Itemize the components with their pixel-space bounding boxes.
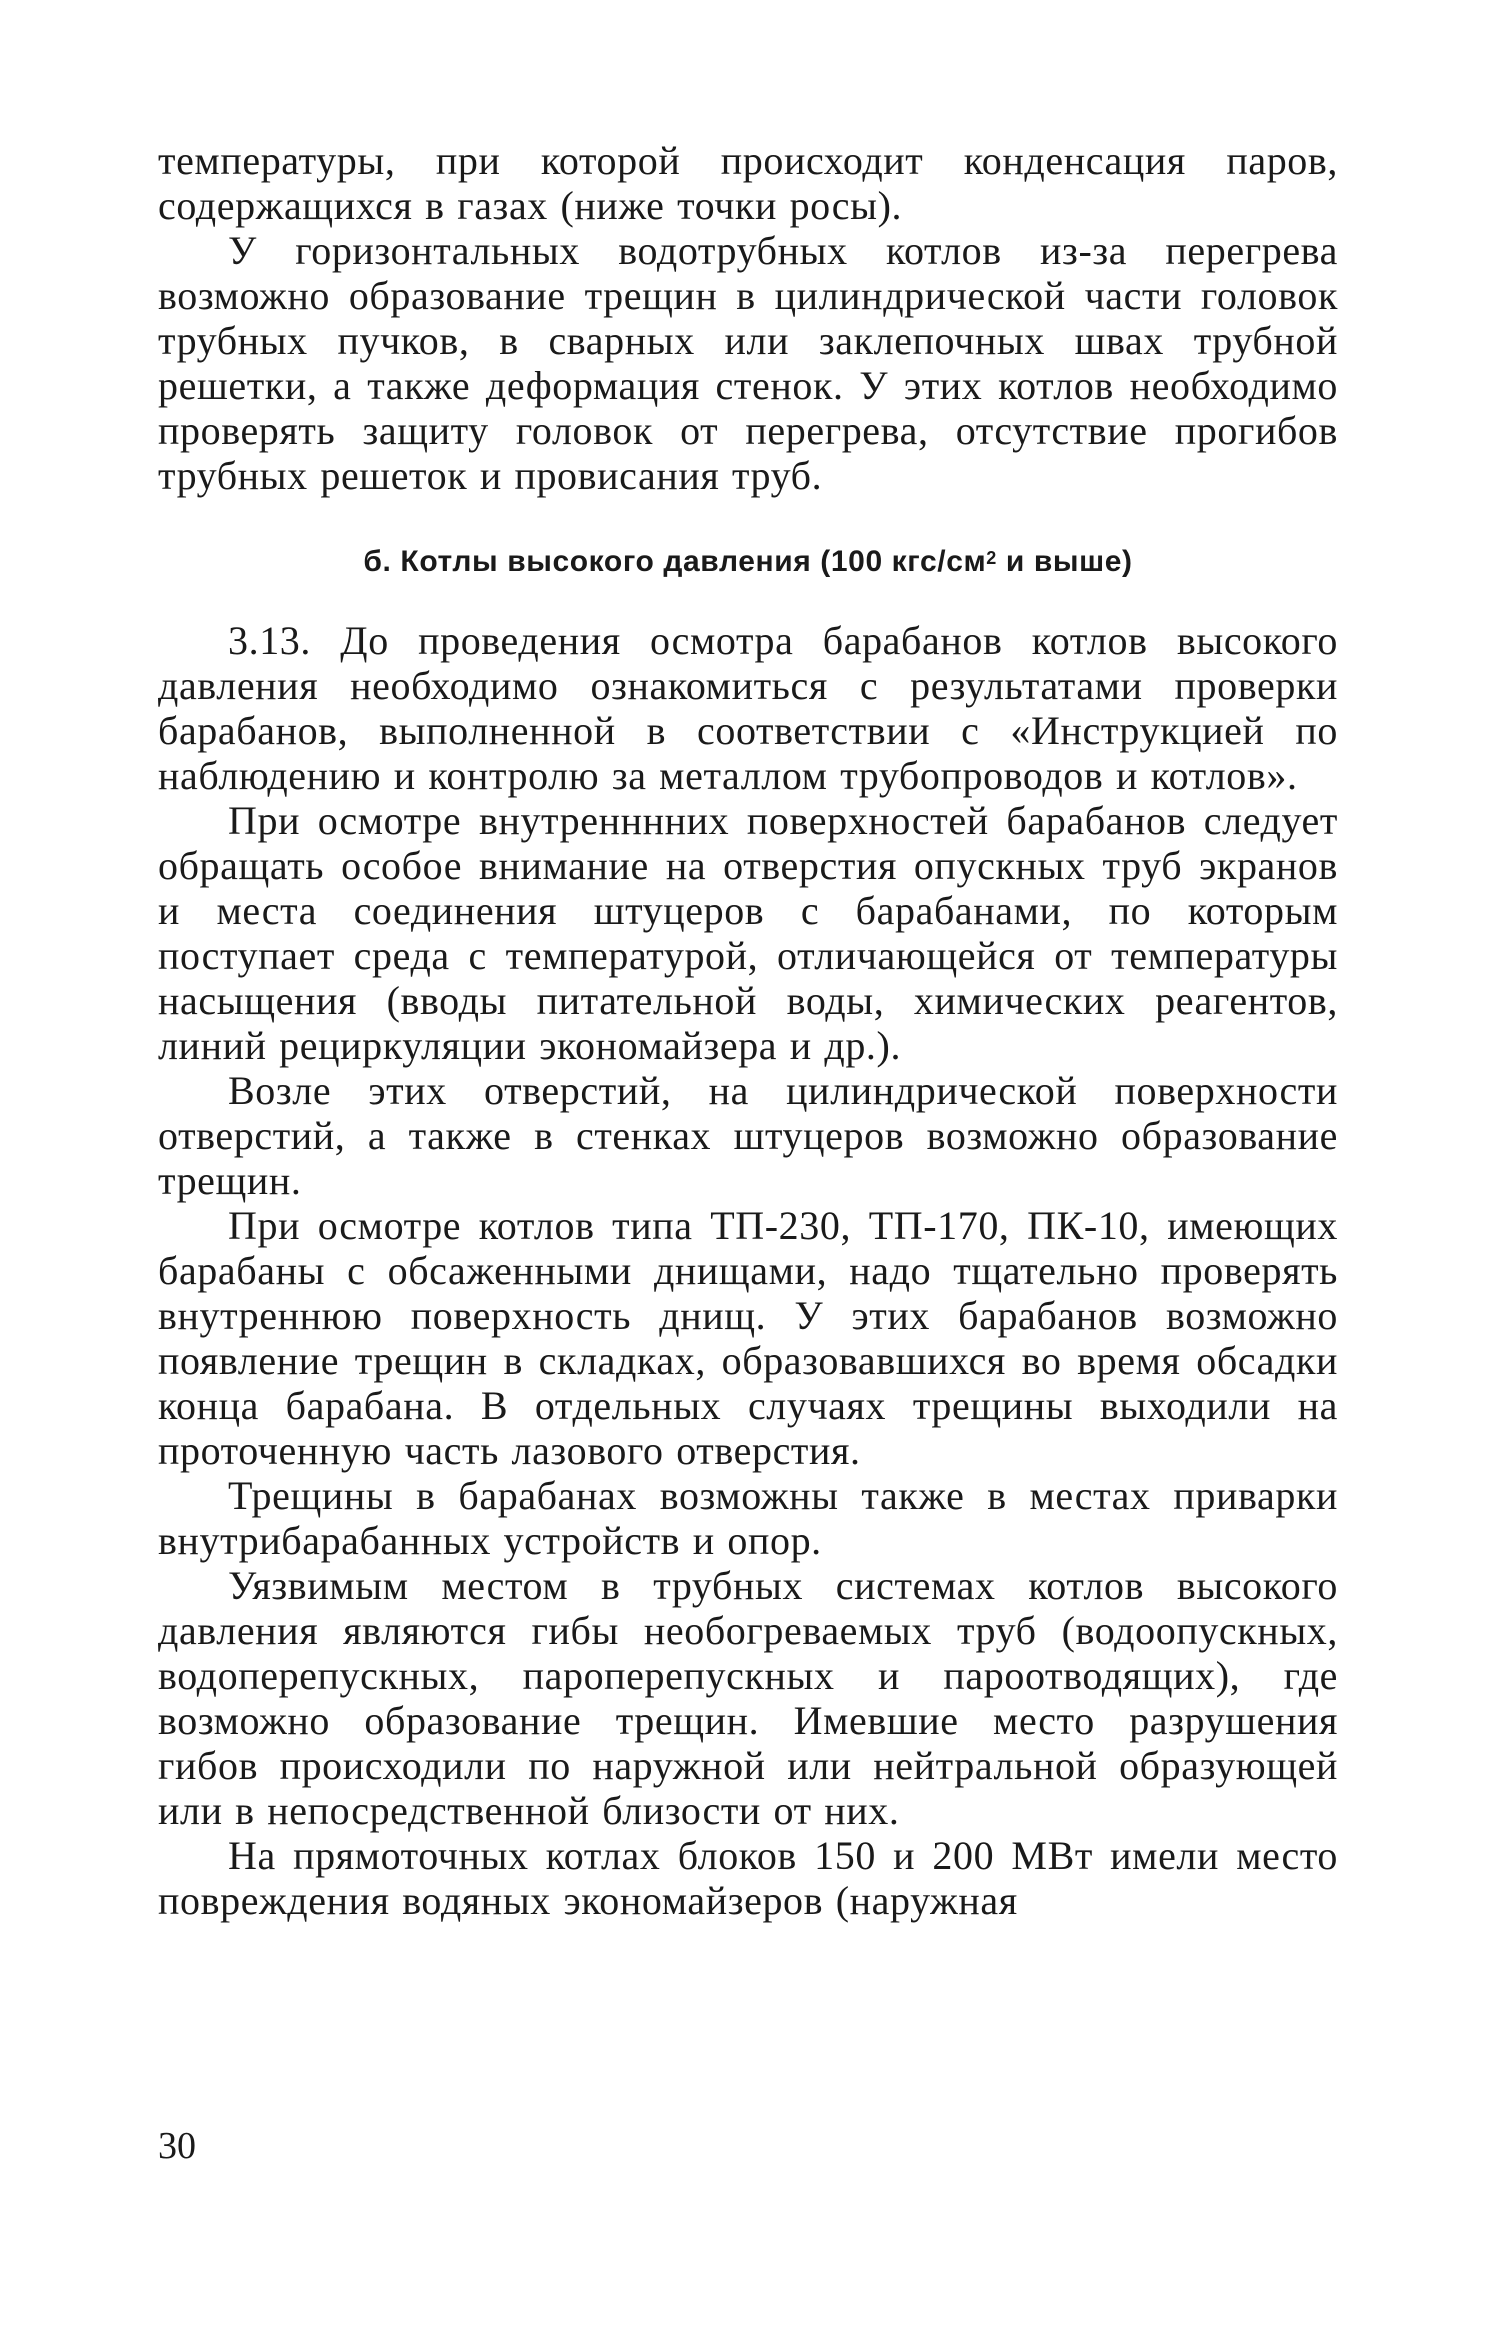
paragraph-openings: Возле этих отверстий, на цилиндрической поверхности отверстий, а также в стенках штуцеров возможно образование трещин. bbox=[158, 1068, 1338, 1203]
page-body bbox=[158, 138, 1338, 1923]
section-heading bbox=[158, 542, 1338, 582]
paragraph-boiler-types: При осмотре котлов типа ТП-230, ТП-170, ПК-10, имеющих барабаны с обсаженными днищами, надо тщательно проверять внутреннюю поверхность днищ. У этих барабанов возможно появление трещин в складках, образовавшихся во время обсадки конца барабана. В отдельных случаях трещины выходили на проточенную часть лазового отверстия. bbox=[158, 1203, 1338, 1473]
page-number: 30 bbox=[158, 2125, 196, 2167]
paragraph-continued: температуры, при которой происходит конденсация паров, содержащихся в газах (ниже точки росы). bbox=[158, 138, 1338, 228]
paragraph-once-through: На прямоточных котлах блоков 150 и 200 МВт имели место повреждения водяных экономайзеров (наружная bbox=[158, 1833, 1338, 1923]
section-heading-tail: и выше) bbox=[996, 545, 1133, 578]
paragraph-3-13: 3.13. До проведения осмотра барабанов котлов высокого давления необходимо ознакомиться с результатами проверки барабанов, выполненной в соответствии с «Инструкцией по наблюдению и контролю за металлом трубопроводов и котлов». bbox=[158, 618, 1338, 798]
paragraph-welding-cracks: Трещины в барабанах возможны также в местах приварки внутрибарабанных устройств и опор. bbox=[158, 1473, 1338, 1563]
paragraph-drum-inspection: При осмотре внутренннних поверхностей барабанов следует обращать особое внимание на отверстия опускных труб экранов и места соединения штуцеров с барабанами, по которым поступает среда с температурой, отличающейся от температуры насыщения (вводы питательной воды, химических реагентов, линий рециркуляции экономайзера и др.). bbox=[158, 798, 1338, 1068]
paragraph-horizontal-boilers: У горизонтальных водотрубных котлов из-за перегрева возможно образование трещин в цилиндрической части головок трубных пучков, в сварных или заклепочных швах трубной решетки, а также деформация стенок. У этих котлов необходимо проверять защиту головок от перегрева, отсутствие прогибов трубных решеток и провисания труб. bbox=[158, 228, 1338, 498]
paragraph-pipe-bends: Уязвимым местом в трубных системах котлов высокого давления являются гибы необогреваемых труб (водоопускных, водоперепускных, пароперепускных и пароотводящих), где возможно образование трещин. Имевшие место разрушения гибов происходили по наружной или нейтральной образующей или в непосредственной близости от них. bbox=[158, 1563, 1338, 1833]
section-heading-superscript: 2 bbox=[986, 548, 997, 568]
section-heading-text: б. Котлы высокого давления (100 кгс/см bbox=[363, 545, 987, 578]
